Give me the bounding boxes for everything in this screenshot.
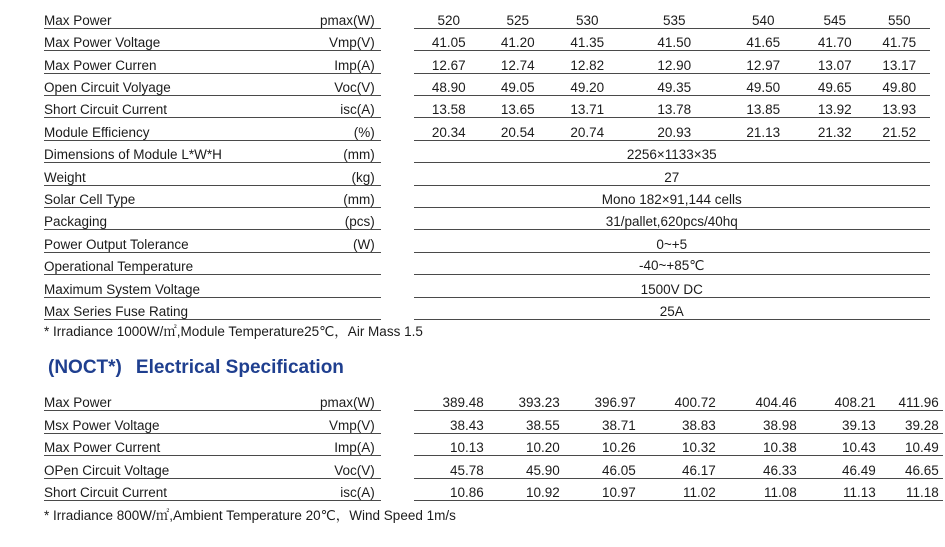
value-cell: 38.55 [488, 411, 564, 434]
row-unit [320, 297, 381, 319]
table-row [44, 252, 930, 274]
value-cell: 10.43 [801, 433, 880, 456]
value-cell: 41.65 [726, 28, 801, 50]
value-cell: 10.26 [564, 433, 640, 456]
value-cell: 39.13 [801, 411, 880, 434]
spacer-cell [381, 118, 414, 140]
stc-note: * Irradiance 1000W/㎡,Module Temperature25℃，Air Mass 1.5 [44, 324, 423, 339]
value-cell: 1500V DC [414, 275, 930, 297]
spacer-cell [381, 208, 414, 230]
value-cell: 20.93 [623, 118, 726, 140]
row-label: Msx Power Voltage [44, 411, 320, 434]
table-row [44, 456, 943, 479]
value-cell: 41.05 [414, 28, 484, 50]
spacer-cell [381, 6, 414, 28]
row-label: Open Circuit Volyage [44, 73, 320, 95]
value-cell: 10.32 [640, 433, 720, 456]
value-cell: 13.92 [801, 96, 869, 118]
spacer-cell [381, 388, 414, 411]
noct-note: * Irradiance 800W/㎡,Ambient Temperature 20℃，Wind Speed 1m/s [44, 508, 456, 523]
value-cell: 10.49 [880, 433, 943, 456]
value-cell: 31/pallet,620pcs/40hq [414, 208, 930, 230]
row-unit: (W) [320, 230, 381, 252]
value-cell: 41.20 [484, 28, 552, 50]
table-row [44, 73, 930, 95]
row-unit: (kg) [320, 163, 381, 185]
row-label: Weight [44, 163, 320, 185]
value-cell: 41.50 [623, 28, 726, 50]
value-cell: 48.90 [414, 73, 484, 95]
value-cell: 411.96 [880, 388, 943, 411]
value-cell: 13.71 [552, 96, 623, 118]
spacer-cell [381, 140, 414, 162]
value-cell: 10.92 [488, 478, 564, 501]
value-cell: -40~+85℃ [414, 252, 930, 274]
value-cell: 530 [552, 6, 623, 28]
row-unit: (%) [320, 118, 381, 140]
table-row [44, 185, 930, 207]
spacer-cell [381, 252, 414, 274]
value-cell: 10.97 [564, 478, 640, 501]
value-cell: 535 [623, 6, 726, 28]
value-cell: 13.93 [869, 96, 930, 118]
value-cell: 13.58 [414, 96, 484, 118]
value-cell: 20.34 [414, 118, 484, 140]
value-cell: Mono 182×91,144 cells [414, 185, 930, 207]
row-unit: Imp(A) [320, 433, 381, 456]
table-row [44, 230, 930, 252]
row-label: Module Efficiency [44, 118, 320, 140]
value-cell: 11.13 [801, 478, 880, 501]
value-cell: 49.80 [869, 73, 930, 95]
row-label: Power Output Tolerance [44, 230, 320, 252]
table-row [44, 411, 943, 434]
row-label: Maximum System Voltage [44, 275, 320, 297]
table-row [44, 118, 930, 140]
value-cell: 408.21 [801, 388, 880, 411]
value-cell: 49.20 [552, 73, 623, 95]
value-cell: 540 [726, 6, 801, 28]
row-unit: Voc(V) [320, 73, 381, 95]
value-cell: 49.35 [623, 73, 726, 95]
value-cell: 389.48 [414, 388, 488, 411]
value-cell: 12.82 [552, 51, 623, 73]
value-cell: 10.13 [414, 433, 488, 456]
spacer-cell [381, 275, 414, 297]
value-cell: 13.17 [869, 51, 930, 73]
value-cell: 404.46 [720, 388, 801, 411]
value-cell: 10.86 [414, 478, 488, 501]
value-cell: 2256×1133×35 [414, 140, 930, 162]
value-cell: 12.97 [726, 51, 801, 73]
value-cell: 11.02 [640, 478, 720, 501]
value-cell: 396.97 [564, 388, 640, 411]
value-cell: 39.28 [880, 411, 943, 434]
spacer-cell [381, 230, 414, 252]
value-cell: 20.74 [552, 118, 623, 140]
value-cell: 21.52 [869, 118, 930, 140]
row-label: Max Series Fuse Rating [44, 297, 320, 319]
table-row [44, 388, 943, 411]
spacer-cell [381, 185, 414, 207]
value-cell: 12.90 [623, 51, 726, 73]
stc-spec-table [44, 6, 930, 320]
value-cell: 12.67 [414, 51, 484, 73]
value-cell: 49.50 [726, 73, 801, 95]
value-cell: 20.54 [484, 118, 552, 140]
row-unit: (mm) [320, 140, 381, 162]
value-cell: 393.23 [488, 388, 564, 411]
row-unit: Voc(V) [320, 456, 381, 479]
value-cell: 46.33 [720, 456, 801, 479]
value-cell: 13.85 [726, 96, 801, 118]
spacer-cell [381, 73, 414, 95]
spacer-cell [381, 297, 414, 319]
value-cell: 21.32 [801, 118, 869, 140]
value-cell: 400.72 [640, 388, 720, 411]
table-row [44, 163, 930, 185]
value-cell: 13.65 [484, 96, 552, 118]
row-label: OPen Circuit Voltage [44, 456, 320, 479]
table-row [44, 51, 930, 73]
value-cell: 38.98 [720, 411, 801, 434]
value-cell: 27 [414, 163, 930, 185]
value-cell: 21.13 [726, 118, 801, 140]
value-cell: 45.78 [414, 456, 488, 479]
value-cell: 46.17 [640, 456, 720, 479]
row-unit: Imp(A) [320, 51, 381, 73]
value-cell: 10.20 [488, 433, 564, 456]
table-row [44, 28, 930, 50]
value-cell: 525 [484, 6, 552, 28]
spacer-cell [381, 478, 414, 501]
value-cell: 46.49 [801, 456, 880, 479]
row-label: Dimensions of Module L*W*H [44, 140, 320, 162]
noct-heading-prefix: (NOCT*) [48, 357, 122, 378]
row-unit: isc(A) [320, 96, 381, 118]
spacer-cell [381, 51, 414, 73]
table-row [44, 275, 930, 297]
value-cell: 10.38 [720, 433, 801, 456]
row-label: Short Circuit Current [44, 478, 320, 501]
row-unit: (pcs) [320, 208, 381, 230]
table-row [44, 140, 930, 162]
value-cell: 49.65 [801, 73, 869, 95]
row-unit: pmax(W) [320, 6, 381, 28]
row-label: Max Power Voltage [44, 28, 320, 50]
value-cell: 545 [801, 6, 869, 28]
value-cell: 11.18 [880, 478, 943, 501]
value-cell: 550 [869, 6, 930, 28]
row-unit: Vmp(V) [320, 411, 381, 434]
value-cell: 45.90 [488, 456, 564, 479]
row-label: Max Power [44, 388, 320, 411]
table-row [44, 208, 930, 230]
value-cell: 12.74 [484, 51, 552, 73]
value-cell: 520 [414, 6, 484, 28]
value-cell: 25A [414, 297, 930, 319]
value-cell: 38.71 [564, 411, 640, 434]
value-cell: 46.05 [564, 456, 640, 479]
row-unit: isc(A) [320, 478, 381, 501]
spacer-cell [381, 433, 414, 456]
row-unit [320, 252, 381, 274]
row-label: Max Power Curren [44, 51, 320, 73]
row-label: Operational Temperature [44, 252, 320, 274]
table-row [44, 478, 943, 501]
value-cell: 11.08 [720, 478, 801, 501]
spacer-cell [381, 28, 414, 50]
spacer-cell [381, 456, 414, 479]
table-row [44, 6, 930, 28]
table-row [44, 297, 930, 319]
value-cell: 41.35 [552, 28, 623, 50]
noct-heading-title: Electrical Specification [135, 357, 344, 378]
row-unit [320, 275, 381, 297]
row-label: Max Power [44, 6, 320, 28]
value-cell: 46.65 [880, 456, 943, 479]
spacer-cell [381, 96, 414, 118]
value-cell: 38.43 [414, 411, 488, 434]
row-unit: Vmp(V) [320, 28, 381, 50]
row-label: Packaging [44, 208, 320, 230]
value-cell: 41.75 [869, 28, 930, 50]
row-unit: (mm) [320, 185, 381, 207]
value-cell: 41.70 [801, 28, 869, 50]
value-cell: 0~+5 [414, 230, 930, 252]
row-label: Solar Cell Type [44, 185, 320, 207]
value-cell: 38.83 [640, 411, 720, 434]
spacer-cell [381, 411, 414, 434]
table-row [44, 433, 943, 456]
value-cell: 13.78 [623, 96, 726, 118]
spacer-cell [381, 163, 414, 185]
row-label: Max Power Current [44, 433, 320, 456]
table-row [44, 96, 930, 118]
value-cell: 49.05 [484, 73, 552, 95]
noct-heading [48, 357, 344, 379]
value-cell: 13.07 [801, 51, 869, 73]
row-label: Short Circuit Current [44, 96, 320, 118]
row-unit: pmax(W) [320, 388, 381, 411]
noct-spec-table [44, 388, 943, 501]
